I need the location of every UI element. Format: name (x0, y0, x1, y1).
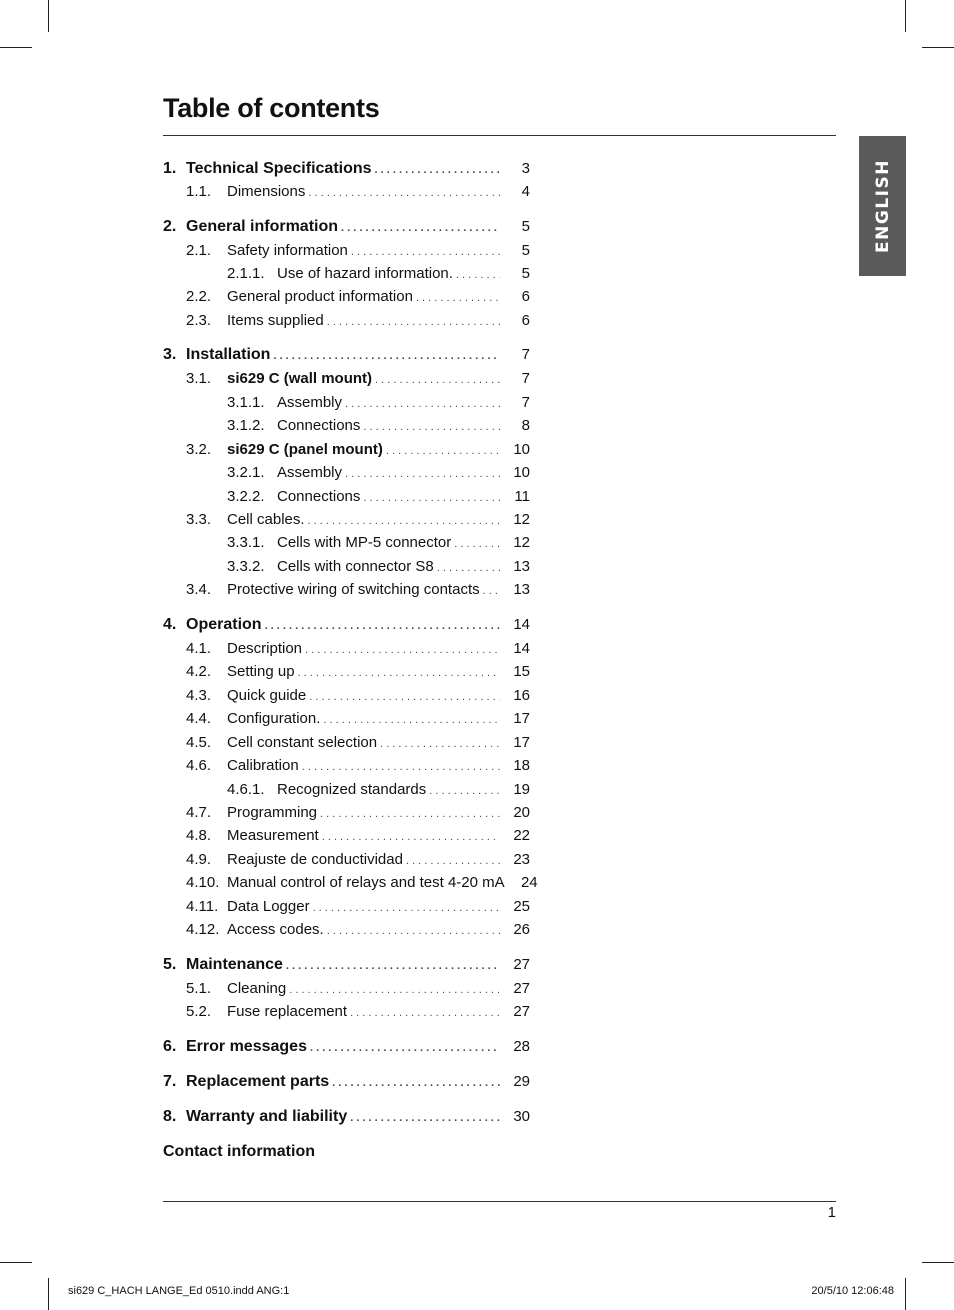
page-title: Table of contents (163, 93, 380, 123)
toc-subsection[interactable] (186, 183, 530, 207)
toc-page-number: 27 (513, 956, 530, 973)
toc-leader-dots (332, 1077, 500, 1089)
toc-page-number: 22 (513, 827, 530, 844)
toc-section[interactable] (163, 1108, 530, 1132)
toc-number: 3.1.2. (227, 417, 265, 434)
toc-title: Setting up (227, 663, 295, 680)
toc-page-number: 24 (520, 874, 538, 891)
toc-title: Programming (227, 804, 318, 821)
toc-title: si629 C (wall mount) (227, 370, 373, 387)
toc-title: Measurement (227, 827, 319, 844)
toc-leader-dots (375, 164, 500, 176)
toc-subsubsection[interactable] (227, 417, 530, 441)
toc-leader-dots (313, 902, 500, 914)
toc-number: 3.3.2. (227, 558, 265, 575)
toc-title: Manual control of relays and test 4-20 mA (227, 874, 505, 891)
toc-number: 2.1. (186, 242, 212, 259)
toc-number: 4. (163, 616, 177, 633)
toc-leader-dots (363, 421, 500, 433)
toc-number: 3.2.1. (227, 464, 265, 481)
toc-page-number: 17 (513, 710, 530, 727)
toc-page-number: 14 (513, 640, 530, 657)
toc-subsection[interactable] (186, 898, 530, 922)
toc-page-number: 7 (521, 394, 530, 411)
toc-title: Replacement parts (186, 1073, 330, 1090)
toc-number: 3.4. (186, 581, 212, 598)
toc-subsection[interactable] (186, 921, 530, 945)
toc-number: 3.3.1. (227, 534, 265, 551)
toc-subsubsection[interactable] (227, 781, 530, 805)
toc-title: Recognized standards (277, 781, 427, 798)
toc-page-number: 27 (513, 1003, 530, 1020)
toc-number: 2.2. (186, 288, 212, 305)
toc-page-number: 11 (514, 488, 530, 505)
toc-page-number: 4 (521, 183, 530, 200)
toc-title: Maintenance (186, 956, 283, 973)
toc-subsubsection[interactable] (227, 534, 530, 558)
toc-page-number: 5 (521, 242, 530, 259)
toc-leader-dots (454, 538, 500, 550)
toc-page-number: 8 (521, 417, 530, 434)
toc-subsection[interactable] (186, 851, 530, 875)
toc-leader-dots (380, 738, 500, 750)
toc-leader-dots (286, 960, 500, 972)
toc-title: Data Logger (227, 898, 310, 915)
toc-number: 5. (163, 956, 177, 973)
toc-title: General information (186, 218, 339, 235)
toc-page-number: 20 (513, 804, 530, 821)
toc-page-number: 16 (513, 687, 530, 704)
toc-subsection[interactable] (186, 874, 538, 898)
toc-number: 3.2.2. (227, 488, 265, 505)
toc-section[interactable] (163, 1038, 530, 1062)
toc-page-number: 23 (513, 851, 530, 868)
toc-page-number: 14 (513, 616, 530, 633)
toc-number: 4.8. (186, 827, 212, 844)
toc-title: si629 C (panel mount) (227, 441, 383, 458)
toc-number: 4.9. (186, 851, 212, 868)
toc-section[interactable] (163, 160, 530, 184)
toc-subsubsection[interactable] (227, 265, 530, 289)
toc-subsubsection[interactable] (227, 488, 530, 512)
toc-leader-dots (322, 831, 500, 843)
toc-number: 4.6. (186, 757, 212, 774)
toc-subsection[interactable] (186, 370, 530, 394)
toc-title: Quick guide (227, 687, 307, 704)
toc-title: Technical Specifications (186, 160, 372, 177)
toc-title: Fuse replacement (227, 1003, 348, 1020)
toc-number: 4.5. (186, 734, 212, 751)
toc-number: 4.2. (186, 663, 212, 680)
toc-page-number: 29 (513, 1073, 530, 1090)
toc-page-number: 13 (513, 558, 530, 575)
toc-subsection[interactable] (186, 687, 530, 711)
toc-number: 6. (163, 1038, 177, 1055)
toc-page-number: 15 (513, 663, 530, 680)
toc-section[interactable] (163, 218, 530, 242)
toc-subsection[interactable] (186, 663, 530, 687)
toc-number: 7. (163, 1073, 177, 1090)
toc-number: 4.11. (186, 898, 219, 915)
toc-leader-dots (350, 1007, 500, 1019)
toc-subsection[interactable] (186, 804, 530, 828)
toc-page-number: 19 (513, 781, 530, 798)
toc-number: 3.1.1. (227, 394, 265, 411)
toc-number: 2.3. (186, 312, 212, 329)
toc-title: Cells with MP-5 connector (277, 534, 452, 551)
toc-page-number: 10 (513, 464, 530, 481)
toc-number: 8. (163, 1108, 177, 1125)
toc-number: 4.1. (186, 640, 212, 657)
toc-leader-dots (273, 350, 500, 362)
toc-page-number: 17 (513, 734, 530, 751)
toc-leader-dots (308, 515, 500, 527)
page-number: 1 (827, 1204, 836, 1221)
toc-page-number: 12 (513, 534, 530, 551)
toc-subsection[interactable] (186, 980, 530, 1004)
toc-subsection[interactable] (186, 710, 530, 734)
toc-leader-dots (323, 714, 500, 726)
footer-rule (163, 1201, 836, 1202)
toc-title: Operation (186, 616, 262, 633)
toc-page-number: 27 (513, 980, 530, 997)
toc-page-number: 30 (513, 1108, 530, 1125)
toc-number: 3. (163, 346, 177, 363)
toc-page-number: 5 (521, 218, 530, 235)
toc-leader-dots (298, 667, 500, 679)
toc-page-number: 26 (513, 921, 530, 938)
toc-section[interactable] (163, 1073, 530, 1097)
toc-subsection[interactable] (186, 734, 530, 758)
toc-subsection[interactable] (186, 757, 530, 781)
toc-page-number: 12 (513, 511, 530, 528)
toc-number: 4.3. (186, 687, 212, 704)
toc-leader-dots (302, 761, 500, 773)
toc-leader-dots (289, 984, 500, 996)
contact-information-heading: Contact information (163, 1143, 315, 1160)
toc-title: Access codes. (227, 921, 324, 938)
toc-subsection[interactable] (186, 827, 530, 851)
toc-leader-dots (345, 398, 500, 410)
toc-number: 5.1. (186, 980, 212, 997)
toc-title: General product information (227, 288, 413, 305)
toc-number: 1. (163, 160, 177, 177)
toc-subsection[interactable] (186, 312, 530, 336)
print-slug-datetime: 20/5/10 12:06:48 (811, 1285, 894, 1297)
toc-page-number: 5 (521, 265, 530, 282)
toc-leader-dots (305, 644, 500, 656)
toc-leader-dots (327, 316, 500, 328)
toc-title: Cell constant selection (227, 734, 378, 751)
toc-leader-dots (429, 785, 500, 797)
toc-section[interactable] (163, 956, 530, 980)
toc-page-number: 7 (521, 370, 530, 387)
toc-number: 4.12. (186, 921, 220, 938)
toc-page-number: 3 (521, 160, 530, 177)
toc-page-number: 6 (521, 288, 530, 305)
toc-title: Protective wiring of switching contacts (227, 581, 480, 598)
toc-number: 3.2. (186, 441, 212, 458)
toc-number: 1.1. (186, 183, 212, 200)
toc-title: Installation (186, 346, 271, 363)
toc-leader-dots (320, 808, 500, 820)
toc-leader-dots (308, 187, 500, 199)
toc-page-number: 28 (513, 1038, 530, 1055)
toc-subsection[interactable] (186, 581, 530, 605)
toc-title: Items supplied (227, 312, 324, 329)
toc-page-number: 13 (513, 581, 530, 598)
toc-leader-dots (350, 1112, 500, 1124)
toc-title: Connections (277, 488, 361, 505)
toc-number: 4.10. (186, 874, 220, 891)
print-slug-file: si629 C_HACH LANGE_Ed 0510.indd ANG:1 (68, 1285, 290, 1297)
toc-page-number: 7 (521, 346, 530, 363)
toc-page-number: 10 (513, 441, 530, 458)
toc-leader-dots (406, 855, 500, 867)
toc-subsection[interactable] (186, 288, 530, 312)
toc-title: Calibration (227, 757, 299, 774)
toc-title: Error messages (186, 1038, 307, 1055)
toc-leader-dots (327, 925, 500, 937)
toc-title: Assembly (277, 394, 343, 411)
toc-leader-dots (456, 269, 500, 281)
toc-leader-dots (341, 222, 500, 234)
toc-subsection[interactable] (186, 640, 530, 664)
toc-leader-dots (437, 562, 500, 574)
toc-title: Use of hazard information. (277, 265, 453, 282)
toc-title: Description (227, 640, 303, 657)
toc-number: 3.3. (186, 511, 212, 528)
toc-title: Reajuste de conductividad (227, 851, 403, 868)
toc-section[interactable] (163, 346, 530, 370)
toc-title: Safety information (227, 242, 348, 259)
toc-title: Cells with connector S8 (277, 558, 434, 575)
toc-subsubsection[interactable] (227, 394, 530, 418)
toc-subsubsection[interactable] (227, 558, 530, 582)
toc-title: Warranty and liability (186, 1108, 348, 1125)
toc-leader-dots (375, 374, 500, 386)
toc-title: Cleaning (227, 980, 287, 997)
toc-leader-dots (416, 292, 500, 304)
toc-leader-dots (351, 246, 500, 258)
toc-subsection[interactable] (186, 242, 530, 266)
toc-leader-dots (310, 1042, 500, 1054)
toc-number: 3.1. (186, 370, 212, 387)
toc-page-number: 25 (513, 898, 530, 915)
toc-subsection[interactable] (186, 1003, 530, 1027)
toc-title: Dimensions (227, 183, 306, 200)
toc-leader-dots (386, 445, 500, 457)
toc-number: 2.1.1. (227, 265, 265, 282)
toc-leader-dots (265, 620, 500, 632)
toc-page-number: 18 (513, 757, 530, 774)
toc-number: 4.6.1. (227, 781, 265, 798)
toc-number: 4.7. (186, 804, 212, 821)
toc-leader-dots (309, 691, 500, 703)
toc-title: Assembly (277, 464, 343, 481)
toc-subsection[interactable] (186, 511, 530, 535)
toc-title: Configuration. (227, 710, 321, 727)
toc-leader-dots (483, 585, 500, 597)
toc-number: 5.2. (186, 1003, 212, 1020)
toc-leader-dots (363, 492, 500, 504)
toc-number: 2. (163, 218, 177, 235)
toc-title: Cell cables. (227, 511, 305, 528)
toc-subsubsection[interactable] (227, 464, 530, 488)
toc-number: 4.4. (186, 710, 212, 727)
toc-section[interactable] (163, 616, 530, 640)
toc-page-number: 6 (521, 312, 530, 329)
language-tab-label: ENGLISH (873, 159, 893, 253)
toc-subsection[interactable] (186, 441, 530, 465)
toc-leader-dots (345, 468, 500, 480)
toc-title: Connections (277, 417, 361, 434)
